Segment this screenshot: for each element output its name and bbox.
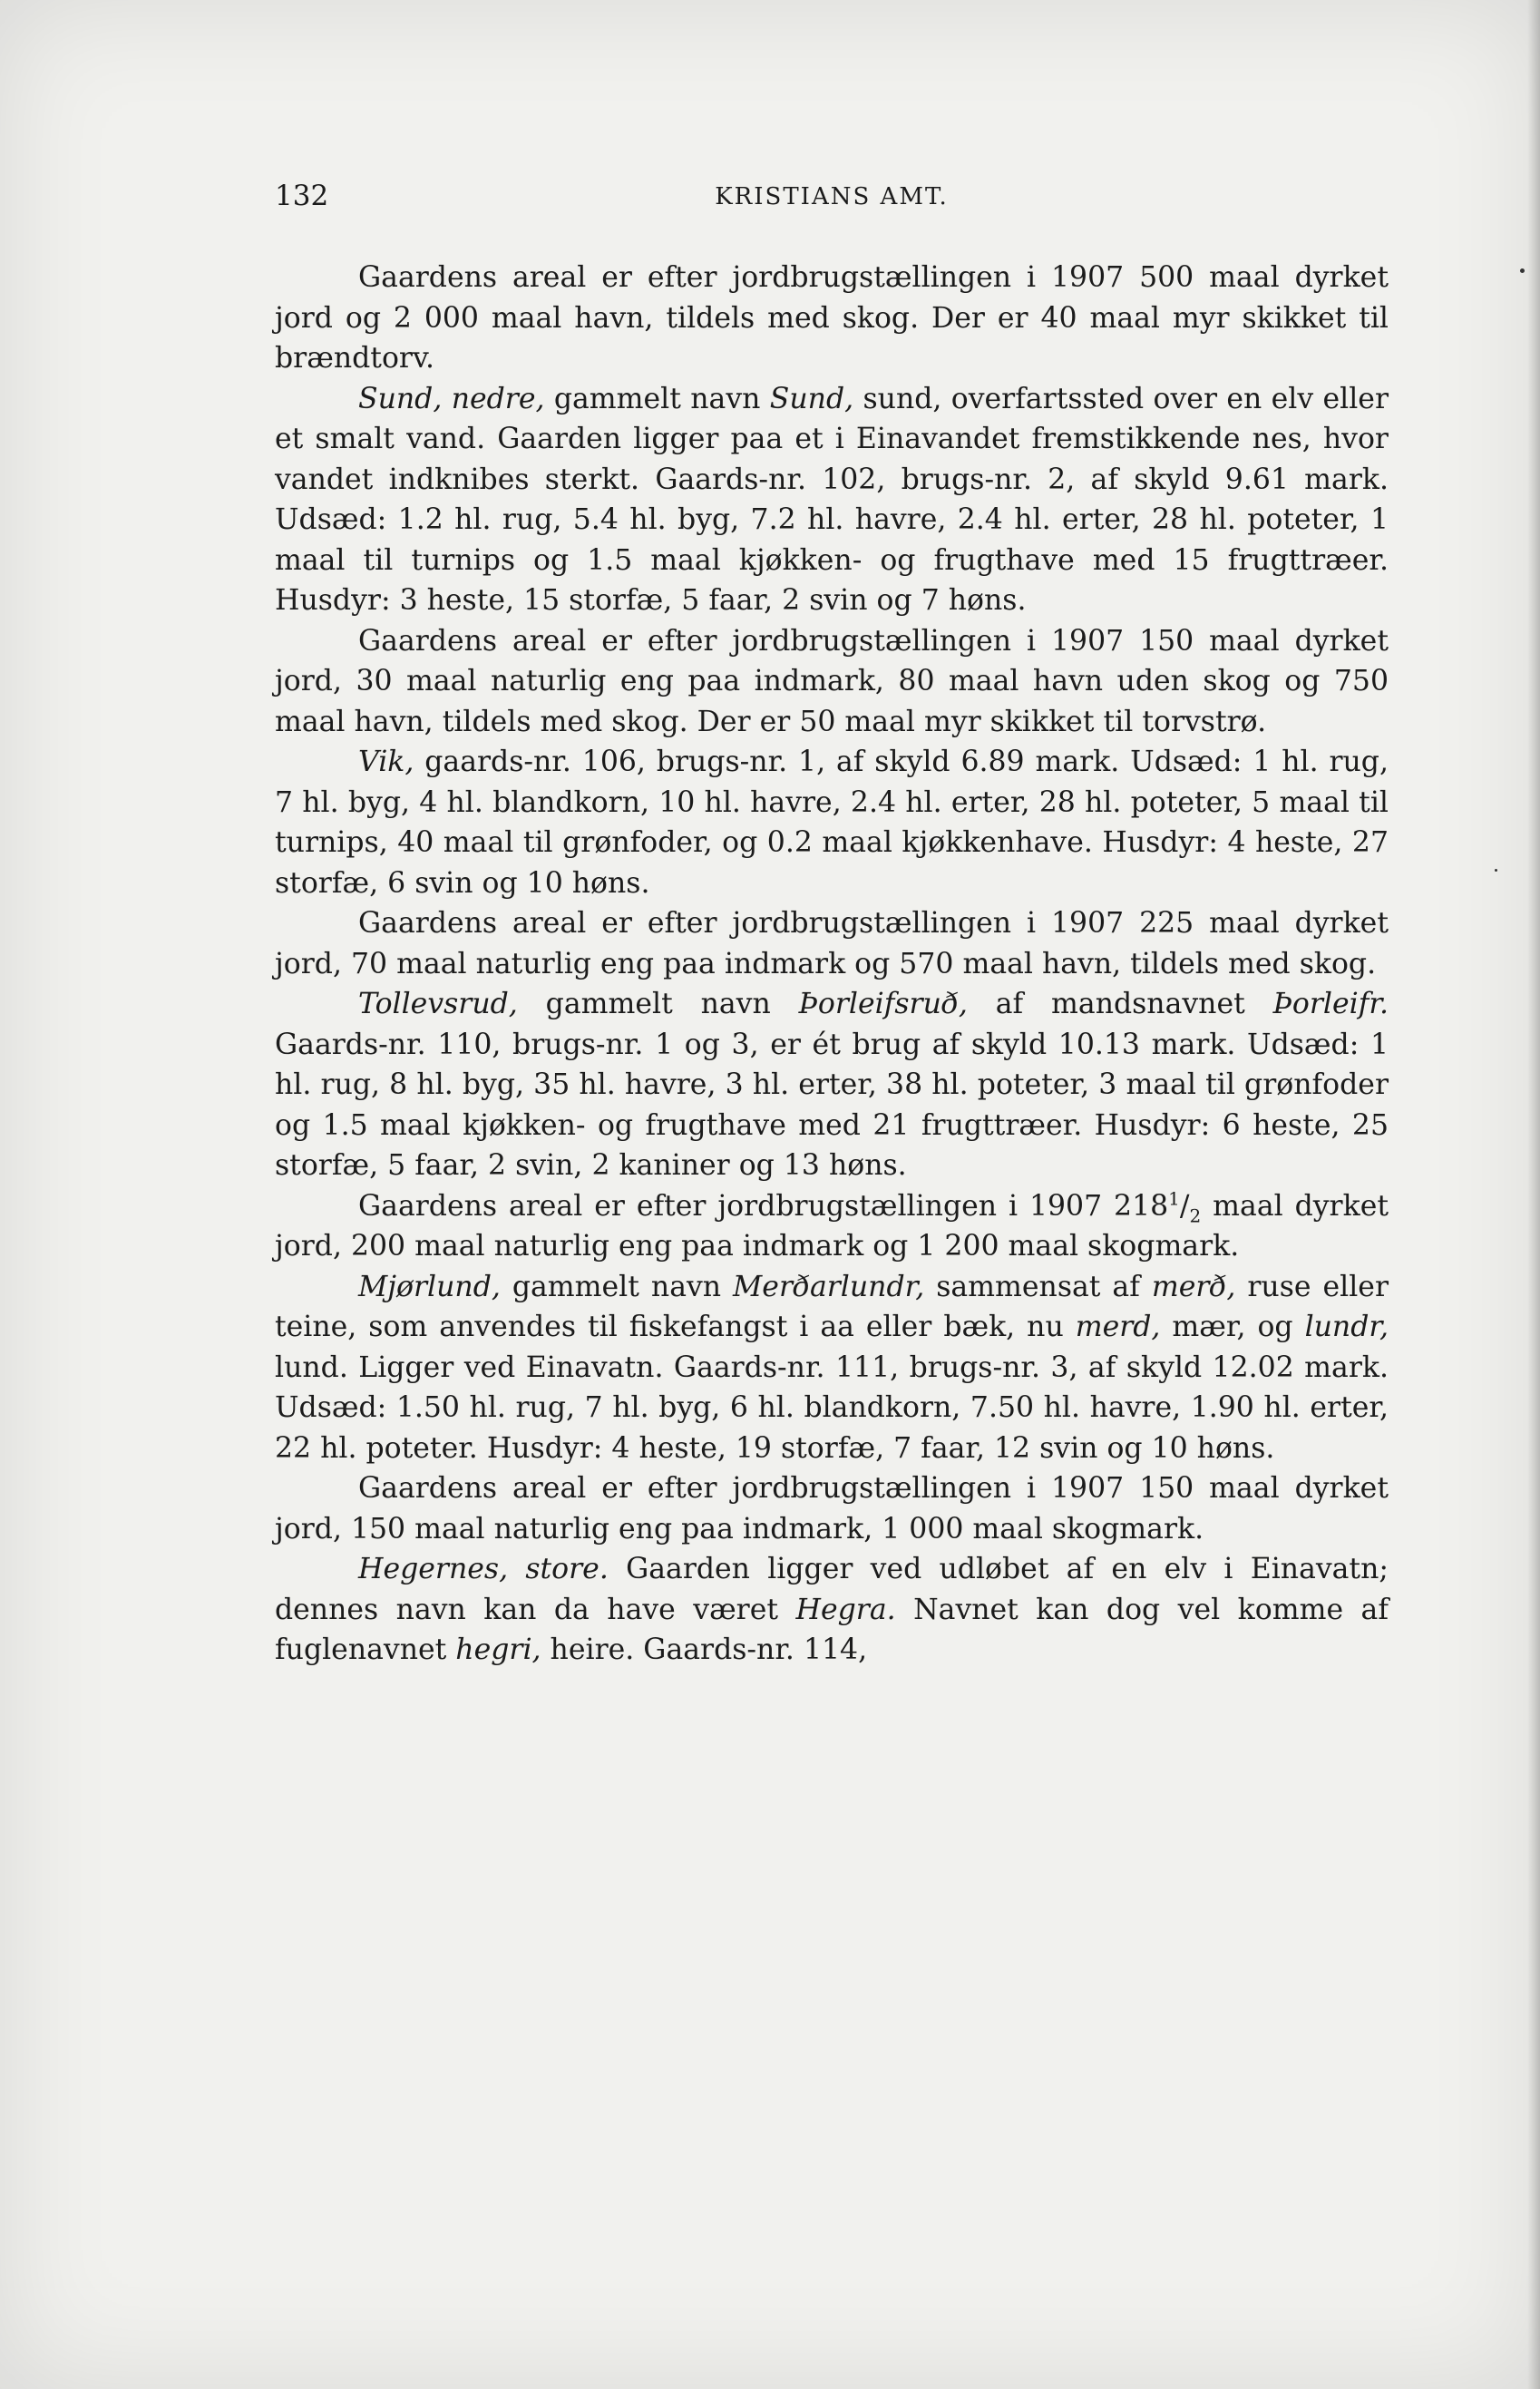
italic-term: Sund, nedre, bbox=[358, 382, 545, 415]
italic-term: Tollevsrud, bbox=[358, 988, 518, 1020]
italic-term: Mjørlund, bbox=[358, 1270, 501, 1303]
paragraph bbox=[275, 984, 1389, 1186]
text-run: gammelt navn bbox=[500, 1270, 734, 1303]
italic-term: Hegernes, store. bbox=[358, 1553, 609, 1585]
text-run: Navnet kan dog vel komme af fuglenavnet bbox=[275, 1593, 1389, 1666]
italic-term: hegri, bbox=[455, 1633, 541, 1666]
text-run: maal dyrket jord, 200 maal naturlig eng paa indmark og 1 200 maal skogmark. bbox=[275, 1189, 1389, 1263]
paragraph bbox=[275, 1549, 1389, 1671]
text-run: Gaardens areal er efter jordbrugstællingen i 1907 500 maal dyrket jord og 2 000 maal havn, tildels med skog. Der er 40 maal myr skikket til brændtorv. bbox=[275, 261, 1389, 375]
fraction-numerator: 1 bbox=[1168, 1187, 1180, 1209]
text-run: gaards-nr. 106, brugs-nr. 1, af skyld 6.89 mark. Udsæd: 1 hl. rug, 7 hl. byg, 4 hl. blandkorn, 10 hl. havre, 2.4 hl. erter, 28 hl. poteter, 5 maal til turnips, 40 maal til grønfoder, og 0.2 maal kjøkkenhave. Husdyr: 4 heste, 27 storfæ, 6 svin og 10 høns. bbox=[275, 746, 1389, 900]
text-run: Gaardens areal er efter jordbrugstællingen i 1907 225 maal dyrket jord, 70 maal naturlig eng paa indmark og 570 maal havn, tildels med skog. bbox=[275, 907, 1389, 980]
paragraph bbox=[275, 1468, 1389, 1549]
text-run: gammelt navn bbox=[544, 382, 770, 415]
page-edge-shadow bbox=[1527, 0, 1540, 2389]
text-run: Gaardens areal er efter jordbrugstællingen i 1907 150 maal dyrket jord, 150 maal naturlig eng paa indmark, 1 000 maal skogmark. bbox=[275, 1472, 1389, 1546]
text-run: heire. Gaards-nr. 114, bbox=[541, 1633, 868, 1666]
text-run: gammelt navn bbox=[517, 988, 799, 1020]
italic-term: Þorleifr. bbox=[1272, 988, 1389, 1020]
text-run: lund. Ligger ved Einavatn. Gaards-nr. 111, brugs-nr. 3, af skyld 12.02 mark. Udsæd: 1.50 hl. rug, 7 hl. byg, 6 hl. blandkorn, 7.50 hl. havre, 1.90 hl. erter, 22 hl. poteter. Husdyr: 4 heste, 19 storfæ, 7 faar, 12 svin og 10 høns. bbox=[275, 1351, 1389, 1465]
text-run: sammensat af bbox=[924, 1270, 1152, 1303]
italic-term: Hegra. bbox=[795, 1593, 896, 1626]
text-run: / bbox=[1179, 1189, 1190, 1223]
text-run: ruse eller teine, som anvendes til fiskefangst i aa eller bæk, nu bbox=[275, 1270, 1389, 1343]
italic-term: merð, bbox=[1151, 1270, 1236, 1303]
italic-term: merd, bbox=[1075, 1311, 1161, 1343]
text-run: Gaardens areal er efter jordbrugstællingen i 1907 218 bbox=[358, 1189, 1169, 1223]
italic-term: lundr, bbox=[1304, 1311, 1389, 1343]
paragraph bbox=[275, 903, 1389, 984]
italic-term: Þorleifsruð, bbox=[798, 988, 968, 1020]
page-number: 132 bbox=[275, 180, 329, 212]
italic-term: Vik, bbox=[358, 746, 414, 778]
paragraph bbox=[275, 258, 1389, 379]
paragraph bbox=[275, 621, 1389, 743]
running-title: KRISTIANS AMT. bbox=[715, 183, 949, 210]
text-run: Gaardens areal er efter jordbrugstællingen i 1907 150 maal dyrket jord, 30 maal naturlig eng paa indmark, 80 maal havn uden skog og 750 maal havn, tildels med skog. Der er 50 maal myr skikket til torvstrø. bbox=[275, 624, 1389, 738]
text-run: sund, overfartssted over en elv eller et smalt vand. Gaarden ligger paa et i Einavandet fremstikkende nes, hvor vandet indknibes sterkt. Gaards-nr. 102, brugs-nr. 2, af skyld 9.61 mark. Udsæd: 1.2 hl. rug, 5.4 hl. byg, 7.2 hl. havre, 2.4 hl. erter, 28 hl. poteter, 1 maal til turnips og 1.5 maal kjøkken- og frugthave med 15 frugttræer. Husdyr: 3 heste, 15 storfæ, 5 faar, 2 svin og 7 høns. bbox=[275, 382, 1389, 617]
paragraph bbox=[275, 1267, 1389, 1469]
body-text bbox=[275, 258, 1389, 1671]
text-run: af mandsnavnet bbox=[967, 988, 1273, 1020]
paper-speck bbox=[1520, 268, 1525, 273]
fraction-denominator: 2 bbox=[1189, 1204, 1202, 1226]
text-run: Gaarden ligger ved udløbet af en elv i Einavatn; dennes navn kan da have været bbox=[275, 1553, 1389, 1626]
italic-term: Sund, bbox=[769, 382, 854, 415]
text-run: mær, og bbox=[1160, 1311, 1305, 1343]
paragraph bbox=[275, 379, 1389, 621]
italic-term: Merðarlundr, bbox=[733, 1270, 925, 1303]
page-header bbox=[275, 180, 1389, 225]
paragraph bbox=[275, 1186, 1389, 1267]
text-run: Gaards-nr. 110, brugs-nr. 1 og 3, er ét brug af skyld 10.13 mark. Udsæd: 1 hl. rug, 8 hl. byg, 35 hl. havre, 3 hl. erter, 38 hl. poteter, 3 maal til grønfoder og 1.5 maal kjøkken- og frugthave med 21 frugttræer. Husdyr: 6 heste, 25 storfæ, 5 faar, 2 svin, 2 kaniner og 13 høns. bbox=[275, 1028, 1389, 1182]
paper-speck bbox=[1495, 869, 1497, 872]
paragraph bbox=[275, 742, 1389, 903]
